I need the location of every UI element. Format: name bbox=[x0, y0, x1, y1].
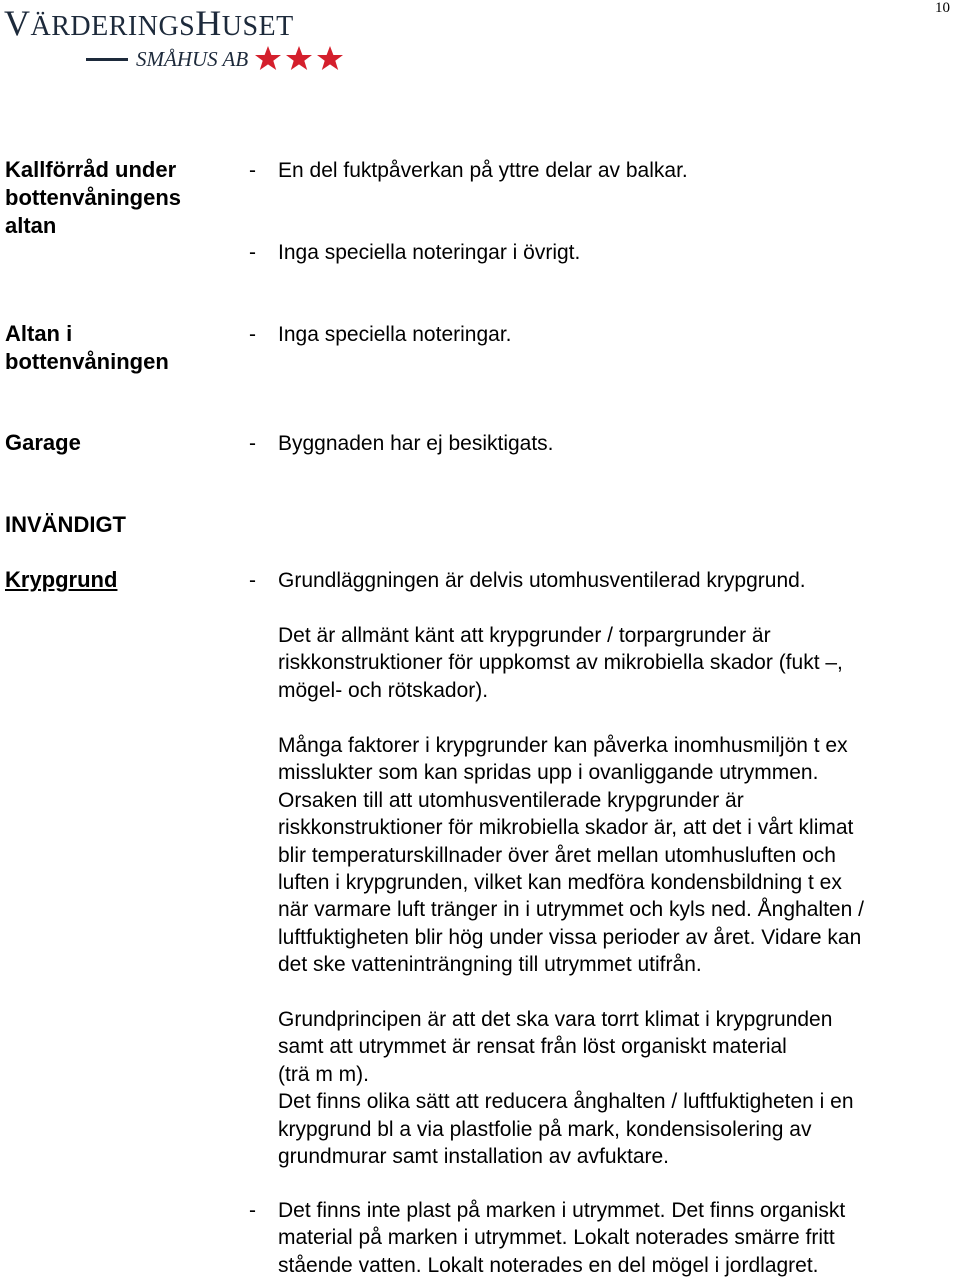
section-label-kallforrad: Kallförråd under bottenvåningens altan bbox=[5, 157, 182, 238]
page-number: 10 bbox=[935, 0, 950, 16]
list-item: - Byggnaden har ej besiktigats. bbox=[249, 432, 554, 455]
logo-wordmark: VÄRDERINGSHUSET bbox=[4, 3, 294, 43]
section-label-altan: Altan i bottenvåningen bbox=[5, 321, 169, 374]
section-label-krypgrund: Krypgrund bbox=[5, 567, 118, 592]
logo-stars-icon bbox=[254, 44, 346, 74]
logo-rule bbox=[86, 58, 128, 61]
list-item: - Inga speciella noteringar. bbox=[249, 323, 512, 346]
list-item: - Grundläggningen är delvis utomhusventilerad krypgrund. bbox=[249, 569, 806, 592]
section-heading-invandigt: INVÄNDIGT bbox=[5, 512, 126, 537]
list-item: - Det finns inte plast på marken i utrymmet. Det finns organiskt material på marken i utrymmet. Lokalt noterades smärre fritt stående vatten. Lokalt noterades en del mögel i jordlagret. bbox=[249, 1199, 846, 1277]
company-logo bbox=[4, 2, 384, 82]
paragraph-risk: Det är allmänt känt att krypgrunder / torpargrunder är riskkonstruktioner för uppkomst av mikrobiella skador (fukt –, mögel- och rötskador). bbox=[278, 624, 843, 702]
section-label-garage: Garage bbox=[5, 430, 81, 455]
list-item: - Inga speciella noteringar i övrigt. bbox=[249, 241, 581, 264]
paragraph-principle: Grundprincipen är att det ska vara torrt klimat i krypgrunden samt att utrymmet är rensat från löst organiskt material (trä m m). Det finns olika sätt att reducera ånghalten / luftfuktigheten i en krypgrund bl a via plastfolie på mark, kondensisolering av grundmurar samt installation av avfuktare. bbox=[278, 1008, 854, 1169]
paragraph-factors: Många faktorer i krypgrunder kan påverka inomhusmiljön t ex misslukter som kan spridas upp i ovanliggande utrymmen. Orsaken till att utomhusventilerade krypgrunder är riskkonstruktioner för mikrobiella skador är, att det i vårt klimat blir temperaturskillnader över året mellan utomhusluften och luften i krypgrunden, vilket kan medföra kondensbildning t ex när varmare luft tränger in i utrymmet och kyls ned. Ånghalten / luftfuktigheten blir hög under vissa perioder av året. Vidare kan det ske vatteninträngning till utrymmet utifrån. bbox=[278, 734, 864, 977]
list-item: - En del fuktpåverkan på yttre delar av balkar. bbox=[249, 159, 688, 182]
logo-subtitle: SMÅHUS AB bbox=[136, 46, 249, 71]
